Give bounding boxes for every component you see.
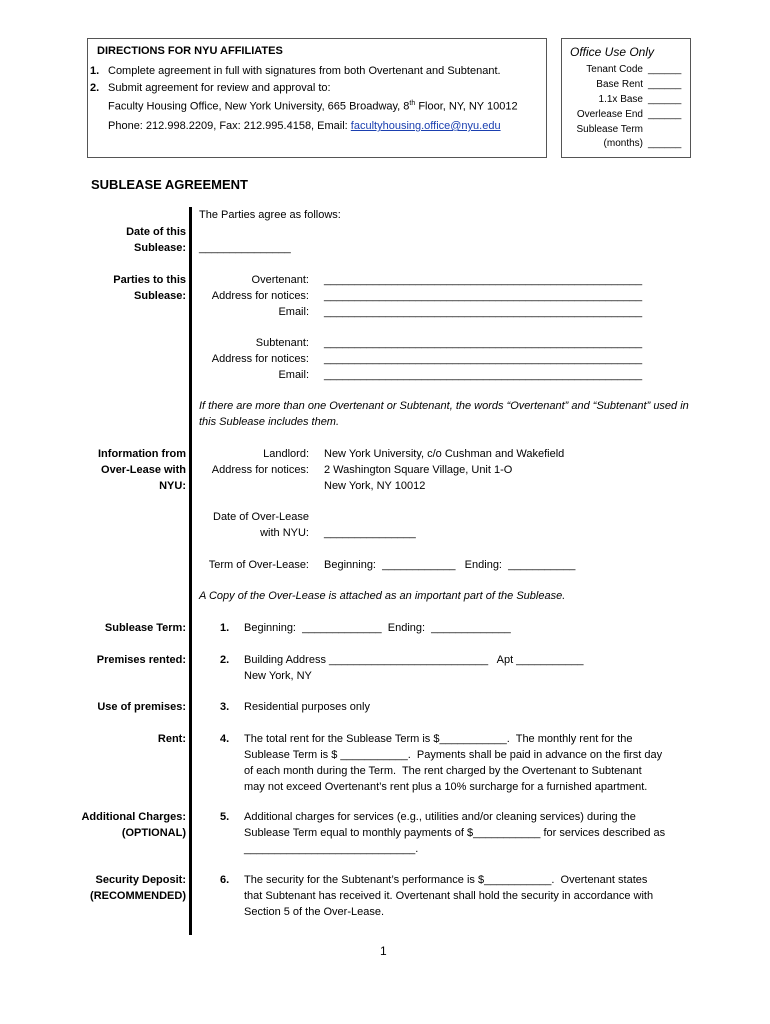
subtenant-email-label: Email: — [278, 369, 309, 381]
office-field-blank[interactable]: ______ — [648, 138, 682, 149]
premises-text-2: New York, NY — [244, 670, 312, 682]
security-label-1: Security Deposit: — [95, 874, 186, 886]
term-number: 1. — [220, 622, 230, 634]
date-label-1: Date of this — [126, 226, 186, 238]
overlease-term-field[interactable]: Beginning: ____________ Ending: ___________ — [324, 559, 576, 571]
additional-line-2[interactable]: Sublease Term equal to monthly payments of $___________ for services described as — [244, 827, 666, 839]
overlease-term-label: Term of Over-Lease: — [208, 559, 309, 571]
subtenant-address-field[interactable]: ____________________________________________________ — [324, 353, 643, 365]
office-use-title: Office Use Only — [570, 45, 655, 59]
info-label-1: Information from — [98, 448, 186, 460]
directions-phone — [108, 120, 501, 132]
additional-label-2: (OPTIONAL) — [121, 827, 186, 839]
office-field-label: Overlease End — [576, 109, 643, 120]
overlease-date-field[interactable]: _______________ — [324, 527, 416, 539]
landlord-address-1: 2 Washington Square Village, Unit 1-O — [324, 464, 513, 476]
security-line-3: Section 5 of the Over-Lease. — [244, 906, 385, 918]
office-field-label: Sublease Term — [576, 124, 643, 135]
office-field-label: 1.1x Base — [598, 94, 643, 105]
rent-number: 4. — [220, 733, 230, 745]
subtenant-label: Subtenant: — [255, 337, 309, 349]
office-field-label: Tenant Code — [586, 64, 643, 75]
address-pre: Faculty Housing Office, New York University, 665 Broadway, 8 — [108, 100, 410, 113]
premises-label: Premises rented: — [96, 654, 186, 666]
address-post: Floor, NY, NY 10012 — [415, 100, 518, 113]
landlord-address-2: New York, NY 10012 — [324, 480, 426, 492]
office-field-blank[interactable]: ______ — [648, 94, 682, 105]
landlord-value: New York University, c/o Cushman and Wakefield — [324, 448, 565, 460]
directions-item2-number: 2. — [90, 82, 100, 94]
overtenant-email-label: Email: — [278, 306, 309, 318]
subtenant-address-label: Address for notices: — [211, 353, 309, 365]
office-field-blank[interactable]: ______ — [648, 79, 682, 90]
additional-number: 5. — [220, 811, 230, 823]
phone-line: Phone: 212.998.2209, Fax: 212.995.4158, Email: — [108, 120, 351, 132]
office-field-label: (months) — [603, 138, 643, 149]
info-label-3: NYU: — [159, 480, 186, 492]
additional-line-3[interactable]: ____________________________. — [244, 843, 419, 855]
additional-line-1: Additional charges for services (e.g., utilities and/or cleaning services) during the — [244, 811, 636, 823]
additional-label-1: Additional Charges: — [81, 811, 186, 823]
address-sup: th — [409, 100, 416, 107]
office-use-box — [561, 38, 691, 158]
use-number: 3. — [220, 701, 230, 713]
office-field-blank[interactable]: ______ — [648, 64, 682, 75]
overtenant-address-label: Address for notices: — [211, 290, 309, 302]
overtenant-address-field[interactable]: ____________________________________________________ — [324, 290, 643, 302]
subtenant-email-field[interactable]: ____________________________________________________ — [324, 369, 643, 381]
page-title: SUBLEASE AGREEMENT — [91, 177, 248, 192]
rent-line-4: may not exceed Overtenant’s rent plus a 10% surcharge for a furnished apartment. — [244, 781, 648, 793]
term-text[interactable]: Beginning: _____________ Ending: _____________ — [244, 622, 511, 634]
directions-box — [87, 38, 547, 158]
office-field-label: Base Rent — [596, 79, 643, 90]
intro-text: The Parties agree as follows: — [199, 209, 341, 221]
email-link[interactable]: facultyhousing.office@nyu.edu — [350, 120, 501, 132]
directions-title: DIRECTIONS FOR NYU AFFILIATES — [97, 45, 283, 57]
security-number: 6. — [220, 874, 230, 886]
info-label-2: Over-Lease with — [101, 464, 186, 476]
overtenant-email-field[interactable]: ____________________________________________________ — [324, 306, 643, 318]
copy-note: A Copy of the Over-Lease is attached as an important part of the Sublease. — [199, 590, 566, 602]
security-label-2: (RECOMMENDED) — [90, 890, 186, 902]
directions-item1: Complete agreement in full with signatures from both Overtenant and Subtenant. — [108, 65, 501, 77]
rent-line-2[interactable]: Sublease Term is $ ___________. Payments shall be paid in advance on the first day — [244, 749, 663, 761]
office-field-blank[interactable]: ______ — [648, 109, 682, 120]
directions-item2: Submit agreement for review and approval to: — [108, 82, 331, 94]
overlease-date-label-2: with NYU: — [260, 527, 309, 539]
date-blank[interactable]: _______________ — [199, 242, 291, 254]
vertical-divider — [189, 207, 192, 935]
use-text: Residential purposes only — [244, 701, 370, 713]
term-label: Sublease Term: — [104, 622, 186, 634]
rent-label: Rent: — [157, 733, 186, 745]
overtenant-label: Overtenant: — [251, 274, 309, 286]
date-label-2: Sublease: — [134, 242, 186, 254]
overtenant-field[interactable]: ____________________________________________________ — [324, 274, 643, 286]
security-line-1[interactable]: The security for the Subtenant’s performance is $___________. Overtenant states — [244, 874, 648, 886]
overlease-date-label-1: Date of Over-Lease — [213, 511, 309, 523]
security-line-2: that Subtenant has received it. Overtenant shall hold the security in accordance with — [244, 890, 654, 902]
subtenant-field[interactable]: ____________________________________________________ — [324, 337, 643, 349]
parties-note: If there are more than one Overtenant or Subtenant, the words “Overtenant” and “Subtenant” used in this Sublease includes them. — [199, 400, 689, 428]
use-label: Use of premises: — [97, 701, 186, 713]
rent-line-1[interactable]: The total rent for the Sublease Term is $___________. The monthly rent for the — [244, 733, 633, 745]
landlord-address-label: Address for notices: — [211, 464, 309, 476]
premises-text-1[interactable]: Building Address __________________________ Apt ___________ — [244, 654, 584, 666]
rent-line-3: of each month during the Term. The rent charged by the Overtenant to Subtenant — [244, 765, 642, 777]
landlord-label: Landlord: — [263, 448, 309, 460]
page-number: 1 — [380, 944, 387, 958]
parties-label-1: Parties to this — [113, 274, 186, 286]
directions-address — [108, 100, 518, 113]
directions-item1-number: 1. — [90, 65, 100, 77]
premises-number: 2. — [220, 654, 230, 666]
parties-label-2: Sublease: — [134, 290, 186, 302]
